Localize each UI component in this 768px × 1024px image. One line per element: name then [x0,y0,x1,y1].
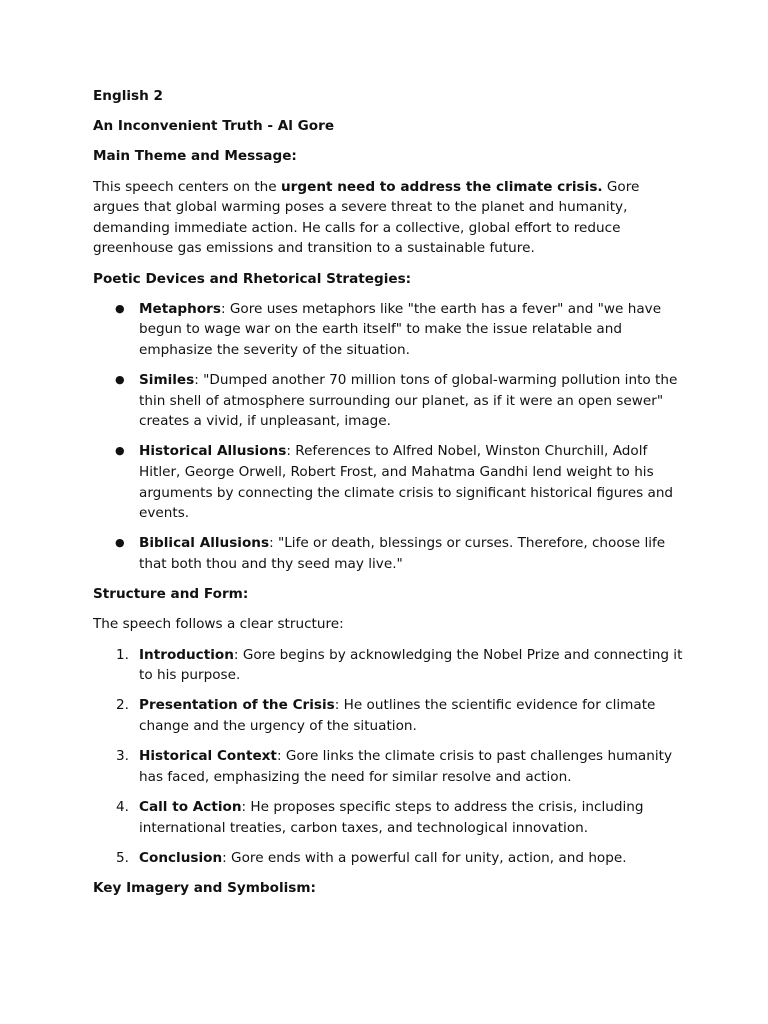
structure-term: Presentation of the Crisis [139,697,335,714]
device-term: Biblical Allusions [139,535,270,552]
structure-item-presentation [93,695,683,736]
device-text: : "Dumped another 70 million tons of global-warming pollution into the thin shell of atmosphere surrounding our planet, as if it were an open sewer" creates a vivid, if unpleasant, image. [139,372,678,430]
document-title: An Inconvenient Truth - Al Gore [93,118,335,135]
structure-text: : Gore ends with a powerful call for unity, action, and hope. [222,849,627,866]
theme-intro-text: This speech centers on the [93,178,281,195]
bullet-icon: ● [115,301,125,315]
structure-item-conclusion [93,848,683,869]
device-term: Historical Allusions [139,443,287,460]
list-number: 4. [116,798,129,815]
structure-list [93,645,683,869]
theme-paragraph [93,177,683,259]
device-item-historical-allusions [93,441,683,523]
document-page [93,86,683,908]
structure-text: : He outlines the scientific evidence for climate change and the urgency of the situation. [139,697,656,734]
structure-item-historical-context [93,746,683,787]
imagery-heading: Key Imagery and Symbolism: [93,879,316,896]
device-term: Similes [139,372,195,389]
course-label: English 2 [93,88,163,104]
structure-heading: Structure and Form: [93,586,249,603]
bullet-icon: ● [115,536,125,550]
bullet-icon: ● [115,444,125,458]
list-number: 1. [116,646,129,663]
device-text: : "Life or death, blessings or curses. Therefore, choose life that both thou and thy seed may live." [139,535,666,573]
structure-term: Conclusion [139,849,223,866]
devices-heading: Poetic Devices and Rhetorical Strategies: [93,270,412,287]
device-text: : References to Alfred Nobel, Winston Churchill, Adolf Hitler, George Orwell, Robert Frost, and Mahatma Gandhi lend weight to his arguments by connecting the climate crisis to significant historical figures and events. [139,443,674,522]
device-term: Metaphors [139,300,221,317]
device-item-metaphors [93,299,683,361]
structure-term: Historical Context [139,748,277,765]
structure-item-introduction [93,645,683,686]
bullet-icon: ● [115,373,125,387]
device-item-biblical-allusions [93,533,683,574]
structure-intro: The speech follows a clear structure: [93,616,344,633]
structure-item-call-to-action [93,797,683,838]
devices-list [93,299,683,575]
structure-text: : He proposes specific steps to address the crisis, including international treaties, carbon taxes, and technological innovation. [139,798,644,836]
structure-text: : Gore links the climate crisis to past challenges humanity has faced, emphasizing the need for similar resolve and action. [139,748,673,785]
structure-term: Introduction [139,646,234,663]
theme-heading: Main Theme and Message: [93,148,297,165]
structure-text: : Gore begins by acknowledging the Nobel Prize and connecting it to his purpose. [139,646,683,684]
list-number: 2. [116,697,129,714]
device-text: : Gore uses metaphors like "the earth has a fever" and "we have begun to wage war on the earth itself" to make the issue relatable and emphasize the severity of the situation. [139,300,662,358]
theme-emphasis: urgent need to address the climate crisis. [280,178,603,195]
structure-term: Call to Action [139,798,242,815]
theme-rest-text: Gore argues that global warming poses a severe threat to the planet and humanity, demanding immediate action. He calls for a collective, global effort to reduce greenhouse gas emissions and transition to a sustainable future. [93,178,640,257]
list-number: 3. [116,748,129,765]
device-item-similes [93,370,683,432]
list-number: 5. [116,849,129,866]
